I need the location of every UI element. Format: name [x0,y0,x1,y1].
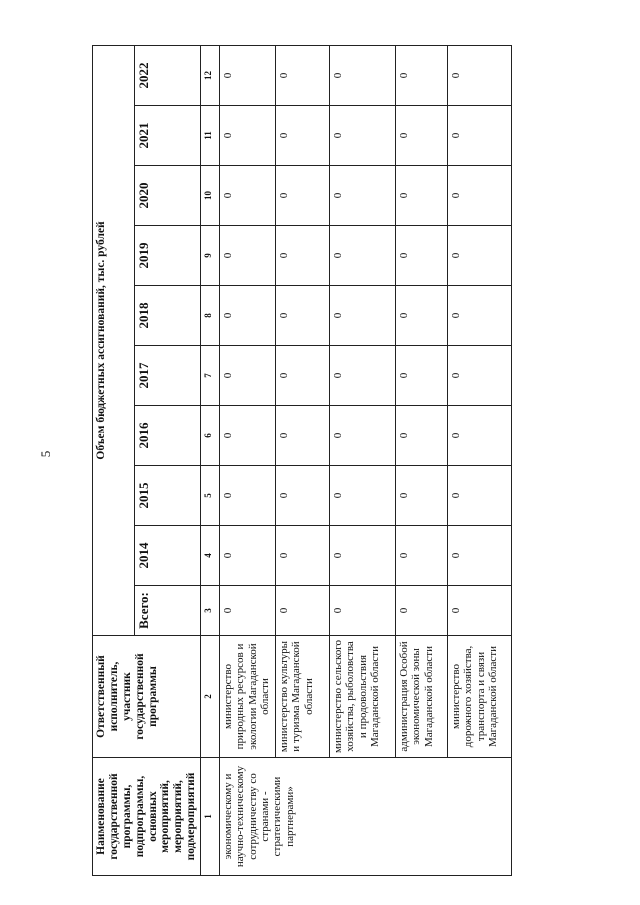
table-row [396,45,448,875]
value-cell: 0 [220,166,276,226]
value-cell: 0 [276,406,330,466]
column-number: 3 [201,586,220,636]
value-cell: 0 [396,226,448,286]
value-cell: 0 [396,286,448,346]
value-cell: 0 [448,406,512,466]
header-year-2022: 2022 [135,45,201,105]
value-cell: 0 [220,466,276,526]
value-cell: 0 [448,346,512,406]
column-number: 10 [201,166,220,226]
executor-cell: министерство природных ресурсов и экологии Магаданской области [220,636,276,758]
column-number: 6 [201,406,220,466]
executor-cell: министерство дорожного хозяйства, транспорта и связи Магаданской области [448,636,512,758]
column-number: 11 [201,106,220,166]
value-cell: 0 [330,466,396,526]
value-cell: 0 [330,166,396,226]
value-cell: 0 [448,106,512,166]
value-cell: 0 [330,346,396,406]
table-row [330,45,396,875]
value-cell: 0 [396,106,448,166]
header-year-2016: 2016 [135,406,201,466]
value-cell: 0 [330,586,396,636]
table-row [448,45,512,875]
column-number: 1 [201,758,220,876]
header-executor: Ответственный исполнитель, участник государственной программы [93,636,201,758]
value-cell: 0 [220,106,276,166]
page-number: 5 [38,450,53,458]
column-number: 2 [201,636,220,758]
value-cell: 0 [276,586,330,636]
value-cell: 0 [396,45,448,105]
table-row [220,45,276,875]
value-cell: 0 [276,166,330,226]
program-name-cell: экономическому и научно-техническому сотрудничеству со странами - стратегическими партнерами» [220,758,512,876]
header-program-name: Наименование государственной программы, подпрограммы, основных мероприятий, мероприятий, подмероприятий [93,758,201,876]
value-cell: 0 [276,346,330,406]
value-cell: 0 [276,526,330,586]
value-cell: 0 [220,586,276,636]
column-number: 7 [201,346,220,406]
column-number: 8 [201,286,220,346]
value-cell: 0 [448,586,512,636]
executor-cell: министерство культуры и туризма Магаданской области [276,636,330,758]
column-number: 5 [201,466,220,526]
value-cell: 0 [330,526,396,586]
value-cell: 0 [396,166,448,226]
value-cell: 0 [276,45,330,105]
value-cell: 0 [448,226,512,286]
header-year-2015: 2015 [135,466,201,526]
column-number: 12 [201,45,220,105]
value-cell: 0 [276,466,330,526]
value-cell: 0 [448,45,512,105]
value-cell: 0 [220,526,276,586]
value-cell: 0 [396,346,448,406]
value-cell: 0 [276,226,330,286]
value-cell: 0 [220,346,276,406]
value-cell: 0 [220,286,276,346]
value-cell: 0 [330,226,396,286]
table-row [276,45,330,875]
executor-cell: администрация Особой экономической зоны Магаданской области [396,636,448,758]
value-cell: 0 [330,286,396,346]
column-number: 9 [201,226,220,286]
value-cell: 0 [276,286,330,346]
value-cell: 0 [448,526,512,586]
column-number: 4 [201,526,220,586]
value-cell: 0 [276,106,330,166]
value-cell: 0 [330,106,396,166]
value-cell: 0 [220,45,276,105]
value-cell: 0 [330,406,396,466]
value-cell: 0 [396,466,448,526]
value-cell: 0 [220,406,276,466]
header-year-2017: 2017 [135,346,201,406]
value-cell: 0 [220,226,276,286]
header-budget-group: Объем бюджетных ассигнований, тыс. рублей [93,45,135,635]
header-year-2014: 2014 [135,526,201,586]
header-year-2018: 2018 [135,286,201,346]
header-year-2019: 2019 [135,226,201,286]
rotated-table-container [92,46,499,876]
header-total: Всего: [135,586,201,636]
budget-table [92,45,512,876]
value-cell: 0 [448,466,512,526]
value-cell: 0 [396,406,448,466]
value-cell: 0 [396,526,448,586]
value-cell: 0 [396,586,448,636]
header-year-2020: 2020 [135,166,201,226]
executor-cell: министерство сельского хозяйства, рыболовства и продовольствия Магаданской области [330,636,396,758]
value-cell: 0 [330,45,396,105]
value-cell: 0 [448,286,512,346]
header-year-2021: 2021 [135,106,201,166]
value-cell: 0 [448,166,512,226]
